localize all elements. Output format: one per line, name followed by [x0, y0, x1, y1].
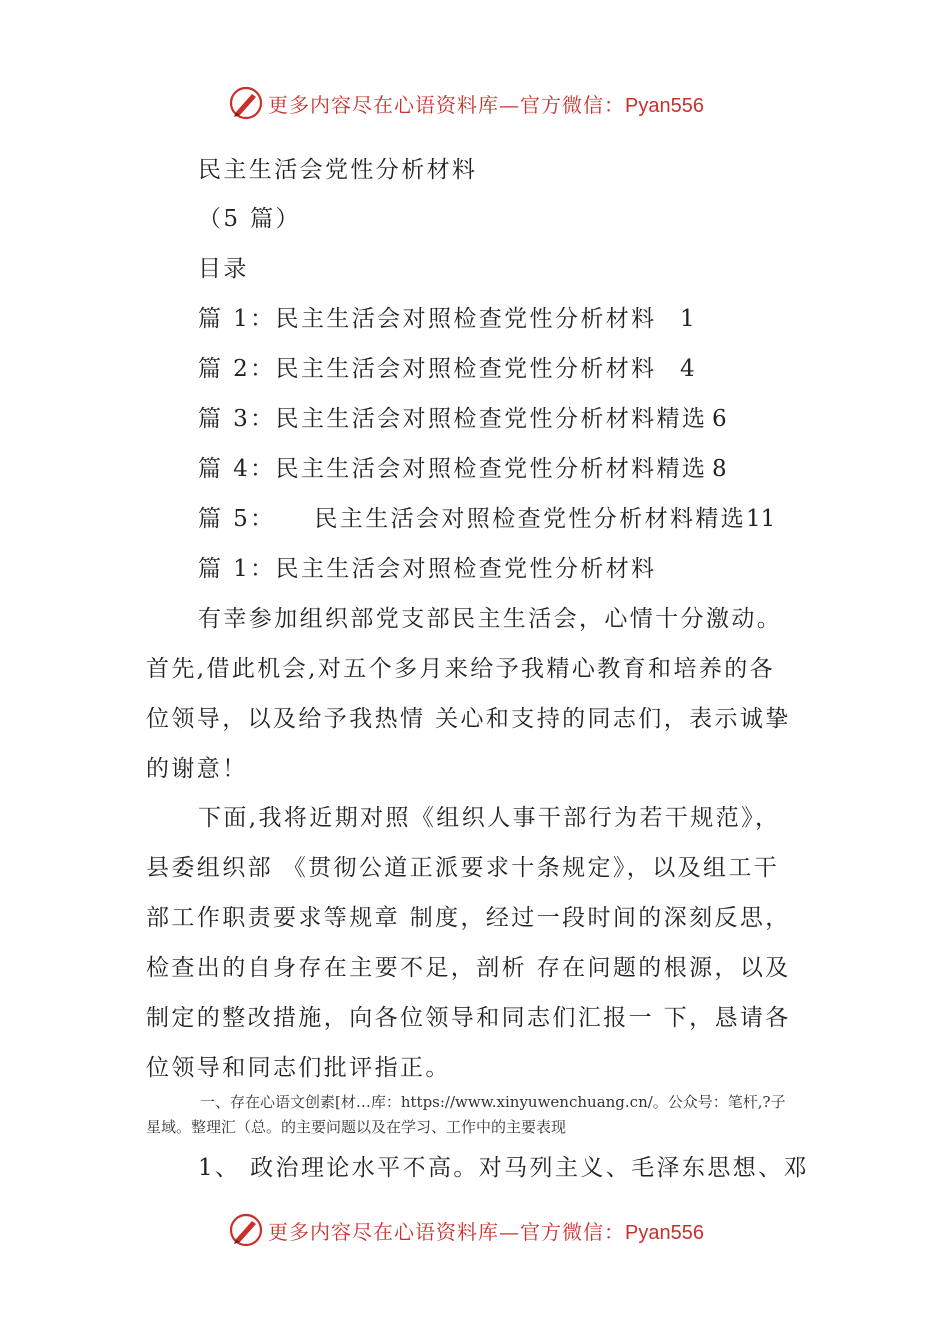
pen-logo-icon: [228, 1212, 264, 1248]
note-line-1: 一、存在心语文创素[材…库：https://www.xinyuwenchuang.cn/。公众号：笔杆,?子: [200, 1093, 786, 1111]
footer-banner: [228, 1210, 704, 1250]
banner-text: 更多内容尽在心语资料库—官方微信：Pyan556: [268, 92, 704, 117]
toc-page-3: 6: [712, 406, 727, 432]
pen-logo-icon: [228, 85, 264, 121]
para2-line-3: 部工作职责要求等规章 制度，经过一段时间的深刻反思，: [146, 905, 791, 931]
para2-line-1: 下面,我将近期对照《组织人事干部行为若干规范》，: [198, 805, 781, 831]
para2-line-5: 制定的整改措施，向各位领导和同志们汇报一 下，恳请各: [146, 1005, 791, 1031]
para1-line-4: 的谢意！: [146, 756, 248, 782]
doc-title: 民主生活会党性分析材料: [198, 157, 478, 183]
toc-item-5[interactable]: 篇 5： 民主生活会对照检查党性分析材料精选: [198, 506, 747, 532]
toc-heading: 目录: [198, 256, 249, 282]
banner-text: 更多内容尽在心语资料库—官方微信：Pyan556: [268, 1219, 704, 1244]
para2-line-4: 检查出的自身存在主要不足，剖析 存在问题的根源，以及: [146, 955, 791, 981]
toc-item-2[interactable]: 篇 2：民主生活会对照检查党性分析材料: [198, 356, 657, 382]
para1-line-3: 位领导，以及给予我热情 关心和支持的同志们，表示诚挚: [146, 706, 791, 732]
doc-count: （5 篇）: [198, 206, 301, 232]
toc-page-2: 4: [680, 356, 695, 382]
para1-line-2: 首先,借此机会,对五个多月来给予我精心教育和培养的各: [146, 656, 776, 682]
para2-line-2: 县委组织部 《贯彻公道正派要求十条规定》，以及组工干: [146, 855, 780, 881]
section-title: 篇 1：民主生活会对照检查党性分析材料: [198, 556, 657, 582]
toc-page-4: 8: [712, 456, 727, 482]
wechat-id: Pyan556: [625, 94, 704, 117]
para1-line-1: 有幸参加组织部党支部民主生活会，心情十分激动。: [198, 606, 783, 632]
toc-page-5: 11: [746, 506, 776, 532]
toc-item-4[interactable]: 篇 4：民主生活会对照检查党性分析材料精选: [198, 456, 708, 482]
header-banner: [228, 83, 704, 123]
toc-page-1: 1: [680, 306, 695, 332]
note-line-2: 星域。整理汇（总。的主要问题以及在学习、工作中的主要表现: [146, 1118, 567, 1136]
wechat-id: Pyan556: [625, 1221, 704, 1244]
toc-item-3[interactable]: 篇 3：民主生活会对照检查党性分析材料精选: [198, 406, 708, 432]
toc-item-1[interactable]: 篇 1：民主生活会对照检查党性分析材料: [198, 306, 657, 332]
para2-line-6: 位领导和同志们批评指正。: [146, 1055, 451, 1081]
item1-line: 1、 政治理论水平不高。对马列主义、毛泽东思想、邓: [198, 1155, 809, 1181]
